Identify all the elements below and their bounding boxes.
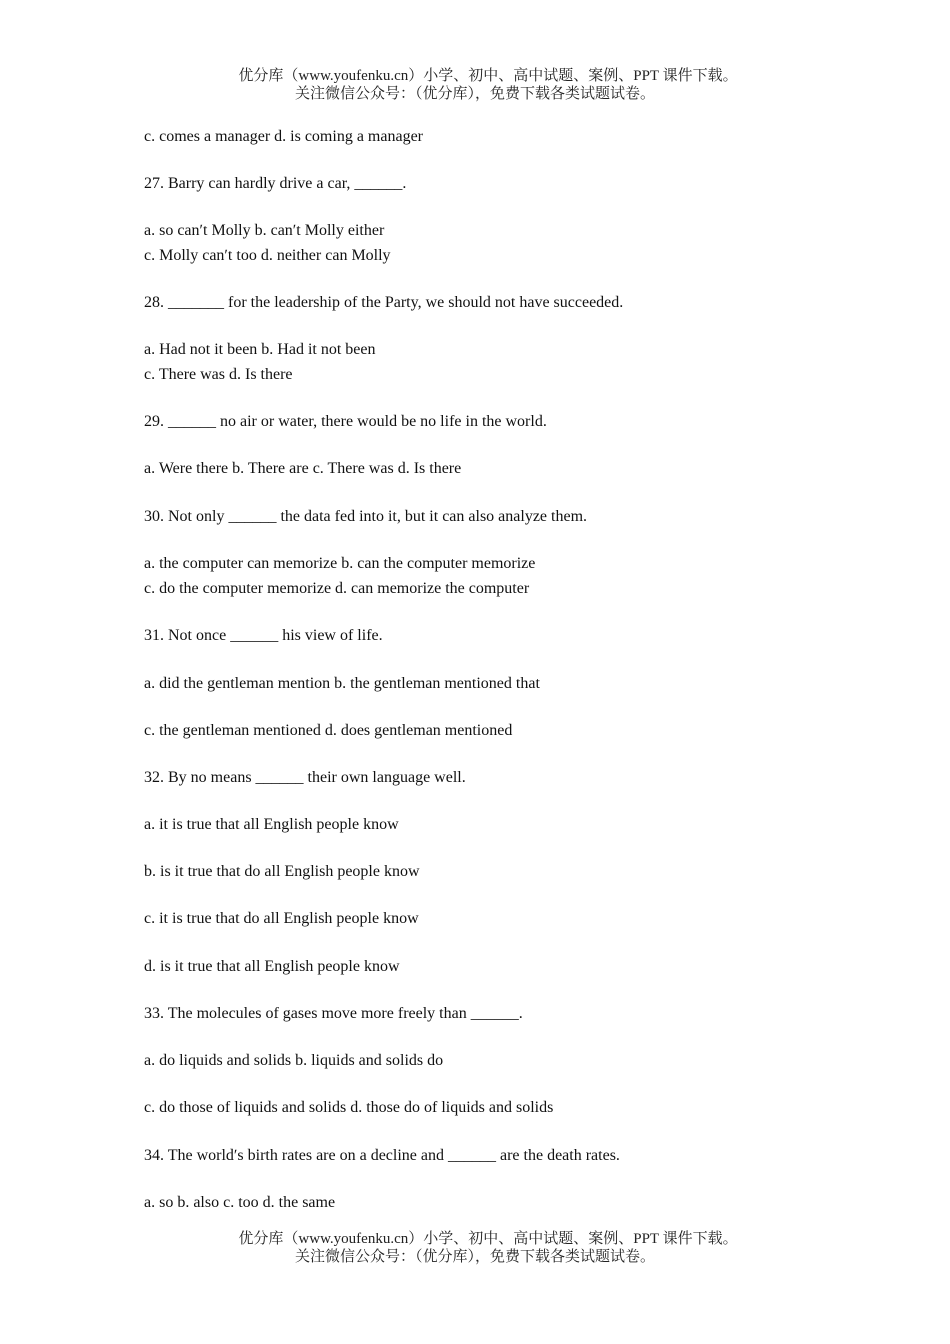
question-32: 32. By no means ______ their own language well. [144,769,466,786]
option-line-27-ab: a. so canʹt Molly b. canʹt Molly either [144,222,385,239]
footer-line-1: 优分库（www.youfenku.cn）小学、初中、高中试题、案例、PPT 课件下载。 [238,1231,738,1247]
header-line-2: 关注微信公众号：（优分库），免费下载各类试题试卷。 [294,86,655,102]
question-34: 34. The worldʹs birth rates are on a decline and ______ are the death rates. [144,1147,620,1164]
option-32-a: a. it is true that all English people know [144,816,399,833]
option-line-30-ab: a. the computer can memorize b. can the computer memorize [144,555,536,572]
option-line-26-cd: c. comes a manager d. is coming a manager [144,128,423,145]
question-31: 31. Not once ______ his view of life. [144,627,383,644]
page-footer [0,1230,950,1266]
option-line-31-ab: a. did the gentleman mention b. the gentleman mentioned that [144,675,540,692]
option-line-28-cd: c. There was d. Is there [144,366,293,383]
option-line-29: a. Were there b. There are c. There was d. Is there [144,460,462,477]
question-33: 33. The molecules of gases move more freely than ______. [144,1005,523,1022]
option-32-c: c. it is true that do all English people know [144,910,419,927]
question-27: 27. Barry can hardly drive a car, ______. [144,175,407,192]
option-32-b: b. is it true that do all English people know [144,863,420,880]
question-30: 30. Not only ______ the data fed into it, but it can also analyze them. [144,508,588,525]
option-line-27-cd: c. Molly canʹt too d. neither can Molly [144,247,391,264]
option-line-34: a. so b. also c. too d. the same [144,1194,336,1211]
option-32-d: d. is it true that all English people know [144,958,400,975]
option-line-33-ab: a. do liquids and solids b. liquids and solids do [144,1052,444,1069]
option-line-33-cd: c. do those of liquids and solids d. those do of liquids and solids [144,1099,554,1116]
option-line-31-cd: c. the gentleman mentioned d. does gentleman mentioned [144,722,513,739]
page-header [0,67,950,103]
option-line-28-ab: a. Had not it been b. Had it not been [144,341,376,358]
option-line-30-cd: c. do the computer memorize d. can memorize the computer [144,580,530,597]
footer-line-2: 关注微信公众号：（优分库），免费下载各类试题试卷。 [294,1249,655,1265]
question-29: 29. ______ no air or water, there would be no life in the world. [144,413,547,430]
header-line-1: 优分库（www.youfenku.cn）小学、初中、高中试题、案例、PPT 课件下载。 [238,68,738,84]
question-28: 28. _______ for the leadership of the Party, we should not have succeeded. [144,294,624,311]
